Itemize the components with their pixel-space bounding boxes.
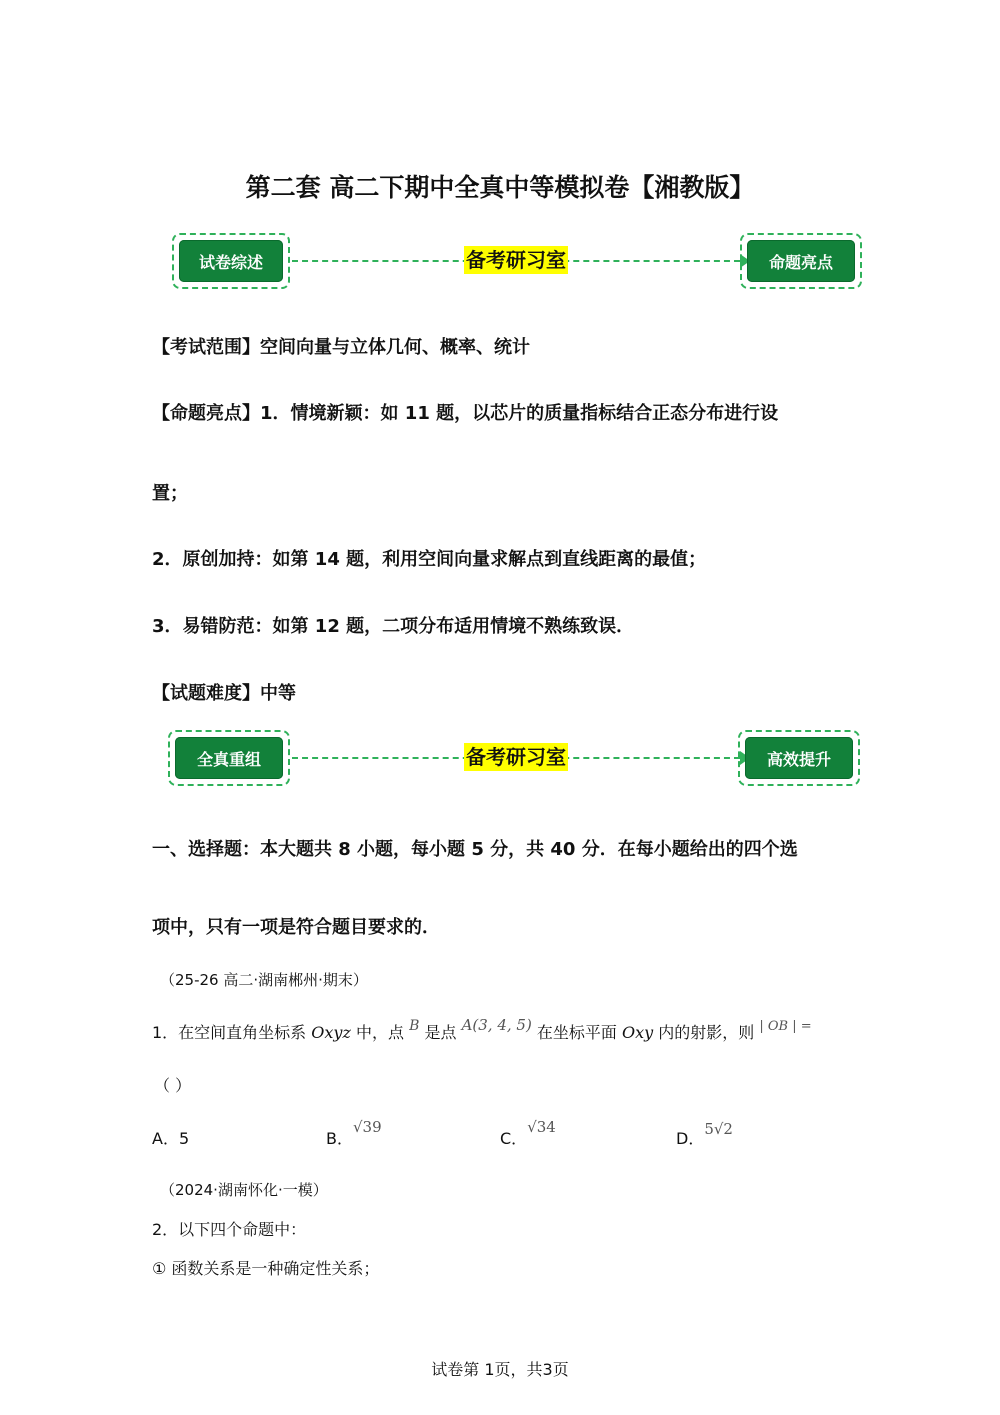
q1-source: （25-26 高二·湖南郴州·期末） (160, 971, 368, 989)
option-label: D． (676, 1129, 705, 1148)
option-value: √34 (527, 1118, 556, 1136)
q1-stem-text: 在坐标平面 (531, 1023, 622, 1042)
summary-box (172, 233, 290, 289)
q1-oxy: Oxy (622, 1023, 654, 1042)
q1-stem-text: 是点 (419, 1023, 462, 1042)
option-value: √39 (352, 1118, 382, 1136)
highlight-label: 命题亮点 (747, 240, 855, 282)
q1-option-b (326, 1118, 382, 1149)
q1-stem-text: 内的射影，则 (653, 1023, 760, 1042)
option-value: 5 (178, 1129, 190, 1148)
q1-point-b: B (409, 1018, 420, 1034)
study-room-label: 备考研习室 (466, 745, 566, 769)
highlight-line-3: 3．易错防范：如第 12 题，二项分布适用情境不熟练致误． (152, 616, 635, 637)
page-footer: 试卷第 1页，共3页 (431, 1360, 569, 1379)
banner-regroup (168, 730, 864, 790)
q1-stem-text: 1．在空间直角坐标系 (152, 1023, 312, 1042)
q1-oxyz: Oxyz (311, 1023, 351, 1042)
improve-label: 高效提升 (745, 737, 853, 779)
option-label: A． (152, 1129, 179, 1148)
study-room-label: 备考研习室 (466, 248, 566, 272)
q1-option-a (152, 1126, 189, 1149)
highlight-line-1-cont: 置； (152, 483, 188, 504)
q1-answer-paren: （ ） (154, 1076, 192, 1095)
q2-stem: 2．以下四个命题中： (152, 1220, 307, 1239)
regroup-label: 全真重组 (175, 737, 283, 779)
highlight-line-2: 2．原创加持：如第 14 题，利用空间向量求解点到直线距离的最值； (152, 549, 707, 570)
q1-point-a: A(3, 4, 5) (461, 1016, 532, 1034)
summary-label: 试卷综述 (179, 240, 283, 282)
exam-scope: 【考试范围】空间向量与立体几何、概率、统计 (152, 337, 530, 358)
banner-summary (168, 233, 864, 293)
page-title: 第二套 高二下期中全真中等模拟卷【湘教版】 (245, 173, 755, 202)
q2-item-1: ① 函数关系是一种确定性关系； (152, 1259, 380, 1278)
improve-box (738, 730, 860, 786)
highlight-box (740, 233, 862, 289)
section-heading-line-1: 一、选择题：本大题共 8 小题，每小题 5 分，共 40 分．在每小题给出的四个选 (152, 839, 798, 860)
q1-stem-text: 中，点 (350, 1023, 410, 1042)
option-label: B． (326, 1129, 353, 1148)
difficulty: 【试题难度】中等 (152, 683, 296, 704)
option-value: 5√2 (704, 1120, 733, 1138)
section-heading-line-2: 项中，只有一项是符合题目要求的． (152, 917, 440, 938)
q1-option-c (500, 1118, 556, 1149)
q1-abs-ob: | OB | = (759, 1019, 812, 1034)
q1-option-d (676, 1120, 733, 1149)
q2-source: （2024·湖南怀化·一模） (160, 1181, 328, 1199)
highlight-line-1: 【命题亮点】1．情境新颖：如 11 题，以芯片的质量指标结合正态分布进行设 (152, 403, 779, 424)
regroup-box (168, 730, 290, 786)
option-label: C． (500, 1129, 528, 1148)
q1-stem (152, 1016, 812, 1043)
